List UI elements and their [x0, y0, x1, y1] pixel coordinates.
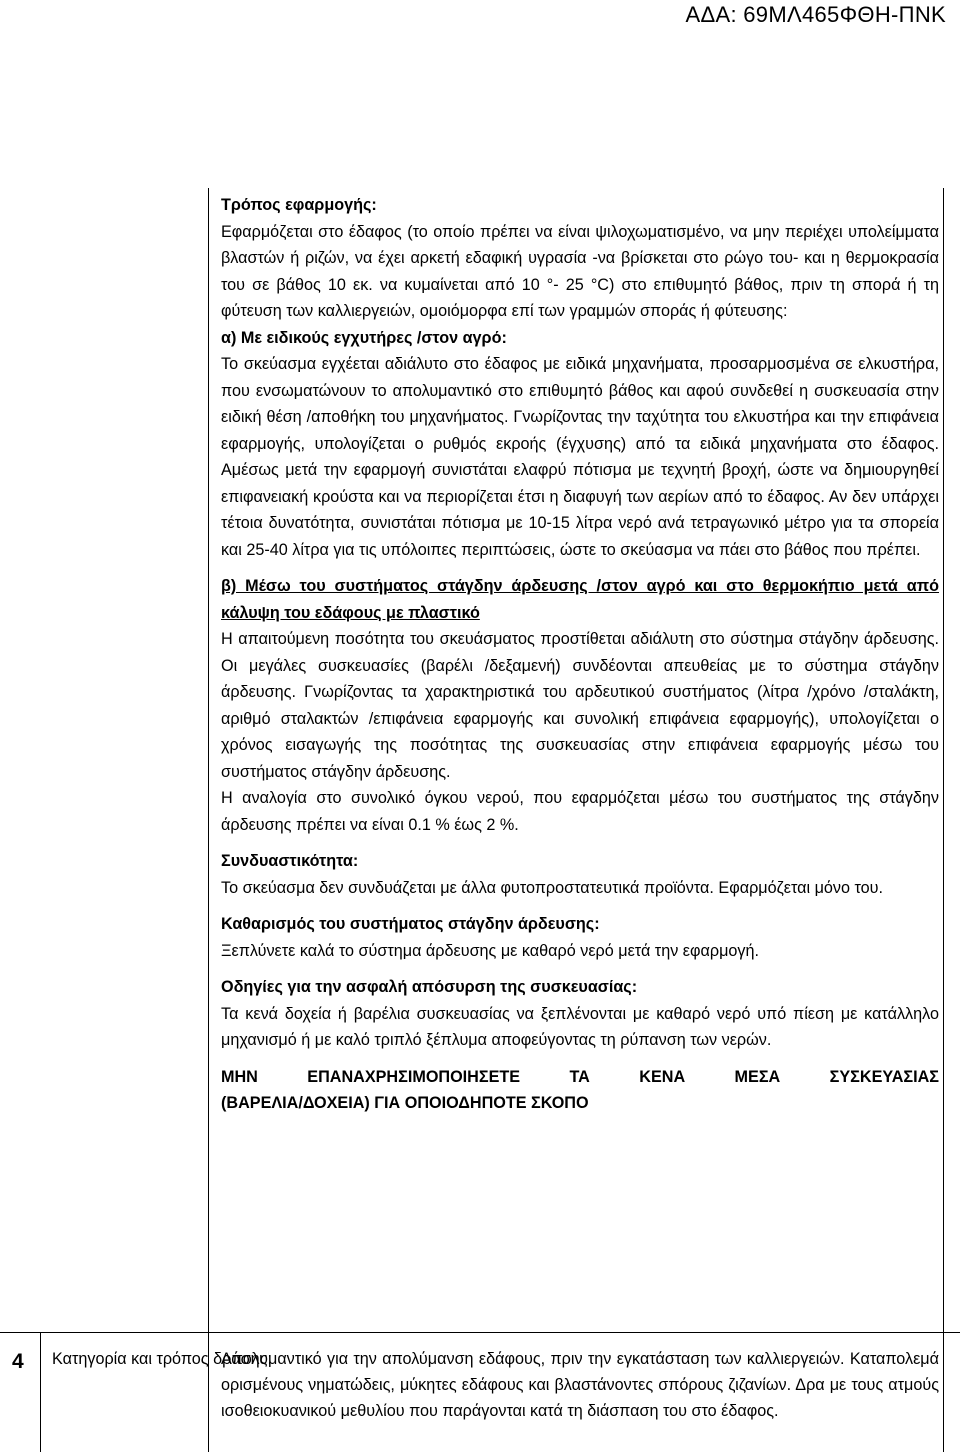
- method-b-text: Η απαιτούμενη ποσότητα του σκευάσματος προστίθεται αδιάλυτη στο σύστημα στάγδην άρδευσης. Οι μεγάλες συσκευασίες (βαρέλι /δεξαμενή) συνδέονται απευθείας με το σύστημα στάγδην άρδευσης. Γνωρίζοντας τα χαρακτηριστικά του αρδευτικού συστήματος (λίτρα /χρόνο /σταλάκτη, αριθμό σταλακτών /επιφάνεια εφαρμογής και συνολική επιφάνεια εφαρμογής), υπολογίζεται ο χρόνος εισαγωγής της ποσότητας της συσκευασίας στην επιφάνεια εφαρμογής μέσω του συστήματος στάγδην άρδευσης.: [221, 630, 939, 781]
- disposal-heading: Οδηγίες για την ασφαλή απόσυρση της συσκευασίας:: [221, 978, 638, 996]
- method-b-heading: β) Μέσω του συστήματος στάγδην άρδευσης /στον αγρό και στο θερμοκήπιο μετά από κάλυψη του εδάφους με πλαστικό: [221, 577, 939, 622]
- document-code: ΑΔΑ: 69ΜΛ465ΦΘΗ-ΠΝΚ: [685, 2, 946, 27]
- disposal-warning-line1: ΜΗΝ ΕΠΑΝΑΧΡΗΣΙΜΟΠΟΙΗΣΕΤΕ ΤΑ ΚΕΝΑ ΜΕΣΑ ΣΥΣΚΕΥΑΣΙΑΣ: [221, 1067, 939, 1086]
- application-intro: Εφαρμόζεται στο έδαφος (το οποίο πρέπει να είναι ψιλοχωματισμένο, να μην περιέχει υπολείμματα βλαστών ή ριζών, να έχει αρκετή εδαφική υγρασία -να βρίσκεται στο ρώγο του- και η θερμοκρασία του σε βάθος 10 εκ. να κυμαίνεται από 10 °- 25 °C) στο επιθυμητό βάθος, πριν τη σπορά ή τη φύτευση των καλλιεργειών, ομοιόμορφα επί των γραμμών σποράς ή φύτευσης:: [221, 222, 939, 320]
- cleaning-heading: Καθαρισμός του συστήματος στάγδην άρδευσης:: [221, 915, 600, 933]
- disposal-warning-line2: (ΒΑΡΕΛΙΑ/ΔΟΧΕΙΑ) ΓΙΑ ΟΠΟΙΟΔΗΠΟΤΕ ΣΚΟΠΟ: [221, 1094, 589, 1112]
- compat-heading: Συνδυαστικότητα:: [221, 852, 359, 870]
- cleaning-text: Ξεπλύνετε καλά το σύστημα άρδευσης με καθαρό νερό μετά την εφαρμογή.: [221, 941, 759, 960]
- method-a-text: Το σκεύασμα εγχέεται αδιάλυτο στο έδαφος με ειδικά μηχανήματα, προσαρμοσμένα σε ελκυστήρα, που ενσωματώνουν το απολυμαντικό στο επιθυμητό βάθος και αφού συνδεθεί η συσκευασία στην ειδική θέση /αποθήκη του μηχανήματος. Γνωρίζοντας την ταχύτητα του ελκυστήρα και την επιφάνεια εφαρμογής, υπολογίζεται ο ρυθμός εκροής (έγχυσης) από τα ειδικά μηχανήματα στο έδαφος. Αμέσως μετά την εφαρμογή συνιστάται ελαφρύ πότισμα με τεχνητή βροχή, ώστε να δημιουργηθεί επιφανειακή κρούστα και να περιορίζεται έτσι η διαφυγή των αερίων από το έδαφος. Αν δεν υπάρχει τέτοια δυνατότητα, συνιστάται πότισμα με 10-15 λίτρα νερό ανά τετραγωνικό μέτρο για τα σπορεία και 25-40 λίτρα για τις υπόλοιπες περιπτώσεις, ώστε το σκεύασμα να πάει στο βάθος που πρέπει.: [221, 355, 939, 559]
- application-heading: Τρόπος εφαρμογής:: [221, 196, 377, 214]
- application-section: [221, 192, 939, 1117]
- disposal-text: Τα κενά δοχεία ή βαρέλια συσκευασίας να ξεπλένονται με καθαρό νερό υπό πίεση με κατάλληλο μηχανισμό ή με καλό τριπλό ξέπλυμα αποφεύγοντας τη ρύπανση των νερών.: [221, 1004, 939, 1049]
- mode-of-action-text: Απολυμαντικό για την απολύμανση εδάφους, πριν την εγκατάσταση των καλλιεργειών. Καταπολεμά ορισμένους νηματώδεις, μύκητες εδάφους και βλαστάνοντες σπόρους ζιζανίων. Δρα με τους ατμούς ισοθειοκυανικού μεθυλίου που παράγονται κατά τη διάσπαση του στο έδαφος.: [221, 1350, 939, 1420]
- row-label: Κατηγορία και τρόπος δράσης:: [52, 1350, 272, 1368]
- compat-text: Το σκεύασμα δεν συνδυάζεται με άλλα φυτοπροστατευτικά προϊόντα. Εφαρμόζεται μόνο του.: [221, 878, 884, 897]
- method-b-ratio: Η αναλογία στο συνολικό όγκου νερού, που εφαρμόζεται μέσω του συστήματος της στάγδην άρδευσης πρέπει να είναι 0.1 % έως 2 %.: [221, 789, 939, 834]
- row-number: 4: [12, 1350, 24, 1373]
- method-a-heading: α) Με ειδικούς εγχυτήρες /στον αγρό:: [221, 328, 507, 347]
